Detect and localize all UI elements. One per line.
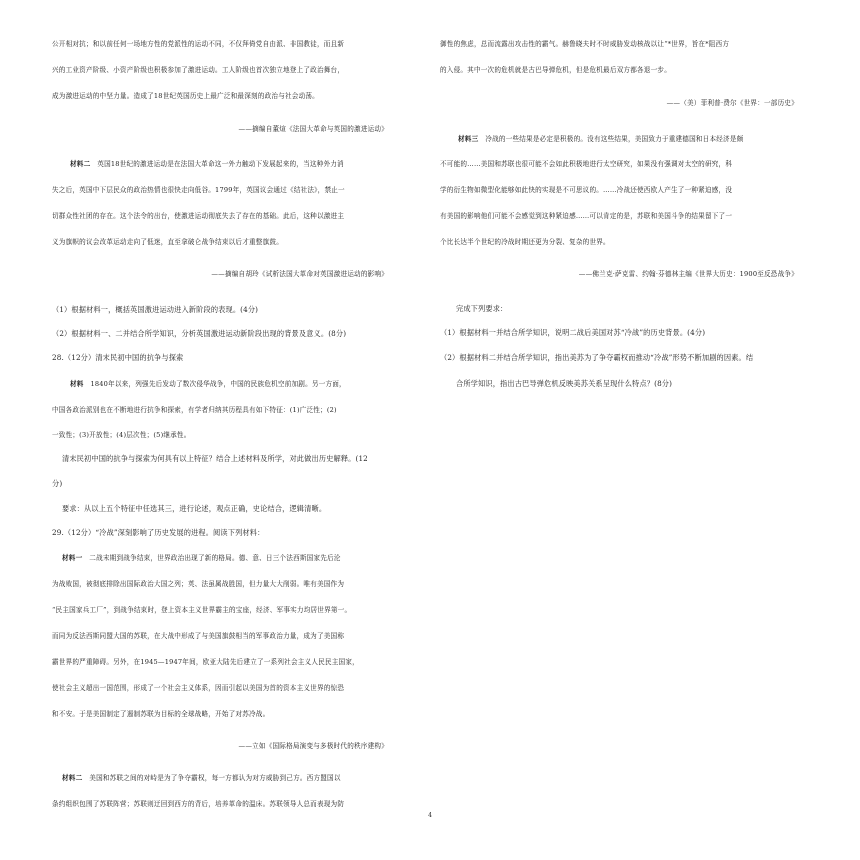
material-label: 材料一 (62, 554, 83, 562)
material-text: 冷战的一些结果是必定是积极的。没有这些结果，美国致力于重建德国和日本经济是颇 (485, 135, 744, 143)
text-line: 义为旗帜的议会改革运动走向了低迷，直至拿破仑战争结束以后才重整旗鼓。 (52, 238, 283, 246)
material-text: 1840年以来，列强先后发动了数次侵华战争，中国的民族危机空前加剧。另一方面， (90, 380, 346, 388)
source-citation: ——（美）菲利普·费尔《世界：一部历史》 (666, 99, 798, 107)
material-text: 美国和苏联之间的对峙是为了争夺霸权，每一方都认为对方威胁到己方。西方盟国以 (89, 774, 341, 782)
text-line: 和不安。于是美国制定了遏制苏联为目标的全球战略，开始了对苏冷战。 (52, 710, 270, 718)
question-28-requirement: 要求：从以上五个特征中任选其三，进行论述，观点正确，史论结合，逻辑清晰。 (62, 504, 327, 513)
question-1: （1）根据材料一并结合所学知识，说明二战后美国对苏“冷战”的历史背景。(4分) (440, 328, 706, 337)
text-line: 一致性；(3)开放性；(4)层次性；(5)继承性。 (52, 431, 191, 439)
material-label: 材料三 (458, 135, 479, 143)
text-line: 成为激进运动的中坚力量。造成了18世纪英国历史上最广泛和最深刻的政治与社会动荡。 (52, 92, 319, 100)
source-citation: ——摘编自董煊《法国大革命与英国的激进运动》 (238, 125, 388, 133)
material-label: 材料二 (70, 160, 91, 168)
question-1: （1）根据材料一，概括英国激进运动进入新阶段的表现。(4分) (52, 305, 259, 314)
material-text: 二战末期到战争结束，世界政治出现了新的格局。德、意、日三个法西斯国家先后沦 (89, 554, 341, 562)
page-number: 4 (428, 812, 432, 819)
text-line: 学的衍生物如微型化能够如此快的实现是不可思议的。……冷战还使西欧人产生了一种紧迫感，没 (440, 186, 733, 194)
material-text: 英国18世纪的激进运动是在法国大革命这一外力触动下发展起来的，当这种外力消 (97, 160, 344, 168)
task-heading: 完成下列要求： (456, 304, 508, 313)
material-line (458, 135, 743, 143)
material-line (62, 774, 341, 782)
question-28-task: 分) (52, 479, 63, 488)
material-line (70, 160, 344, 168)
text-line: 失之后，英国中下层民众的政治热情也很快走向低谷。1799年，英国议会通过《结社法》，禁止一 (52, 186, 345, 194)
question-2: （2）根据材料二并结合所学知识，指出美苏为了争夺霸权而推动“冷战”形势不断加剧的因素。结 (440, 353, 754, 362)
text-line: 兴的工业资产阶级、小资产阶级也积极参加了激进运动。工人阶级也首次独立地登上了政治舞台， (52, 66, 345, 74)
question-28-title: 28.（12分）清末民初中国的抗争与探索 (52, 353, 184, 362)
text-line: 切群众性社团的存在。这个法令的出台，使激进运动彻底失去了存在的基础。此后，这种以激进主 (52, 212, 345, 220)
text-line: 为战败国，被彻底排除出国际政治大国之列；英、法虽属战胜国，但力量大大削弱。唯有美国作为 (52, 580, 345, 588)
text-line: 御性的焦虑，总而流露出攻击性的霸气。赫鲁晓夫时不时威胁发动核战以让“*世界，旨在*阻西方 (440, 40, 730, 48)
text-line: 霸世界的严重障碍。另外，在1945—1947年间，欧亚大陆先后建立了一系列社会主义人民民主国家， (52, 658, 359, 666)
material-line (62, 554, 341, 562)
text-line: 而同为反法西斯同盟大国的苏联，在大战中形成了与美国旗鼓相当的军事政治力量，成为了美国称 (52, 632, 345, 640)
text-line: 不可能的……美国和苏联也很可能不会如此积极地进行太空研究，如果没有强调对太空的研究，科 (440, 160, 733, 168)
material-line (70, 380, 346, 388)
text-line: 使社会主义超出一国范围，形成了一个社会主义体系，因而引起以美国为首的资本主义世界的惊恐 (52, 684, 345, 692)
text-line: 公开相对抗；和以前任何一场地方性的党派性的运动不同，不仅拜倚党自由派、非国教徒，而且新 (52, 40, 345, 48)
question-2: 合所学知识，指出古巴导弹危机反映美苏关系呈现什么特点？(8分) (456, 379, 673, 388)
source-citation: ——摘编自胡玲《试析法国大革命对英国激进运动的影响》 (211, 270, 388, 278)
text-line: 条约组织包围了苏联阵营；苏联则迂回到西方的背后，培养革命的温床。苏联领导人总而表现为防 (52, 800, 345, 808)
text-line: 中国各政治派别也在不断地进行抗争和探索，有学者归纳其历程具有如下特征：(1)广泛性；(2) (52, 406, 337, 414)
question-29-title: 29.（12分）“冷战”深刻影响了历史发展的进程。阅读下列材料： (52, 528, 265, 537)
question-28-task: 清末民初中国的抗争与探索为何具有以上特征？结合上述材料及所学，对此做出历史解释。(12 (62, 454, 368, 463)
text-line: “民主国家兵工厂”，到战争结束时，登上资本主义世界霸主的宝座，经济、军事实力均居世界第一。 (52, 606, 352, 614)
material-label: 材料二 (62, 774, 83, 782)
text-line: 有美国的影响他们可能不会感觉到这种紧迫感……可以肯定的是，苏联和美国斗争的结果留下了一 (440, 212, 733, 220)
question-2: （2）根据材料一、二并结合所学知识，分析英国激进运动新阶段出现的背景及意义。(8分) (52, 329, 347, 338)
source-citation: ——立如《国际格局演变与多极时代的秩序建构》 (238, 742, 388, 750)
text-line: 个比长达半个世纪的冷战时期还更为分裂、复杂的世界。 (440, 238, 610, 246)
source-citation: ——佛兰克·萨克雷、约翰·芬德林主编《世界大历史：1900至反恐战争》 (578, 270, 798, 278)
text-line: 的入侵。其中一次的危机就是古巴导弹危机，但是危机最后双方都各退一步。 (440, 66, 671, 74)
material-label: 材料 (70, 380, 84, 388)
